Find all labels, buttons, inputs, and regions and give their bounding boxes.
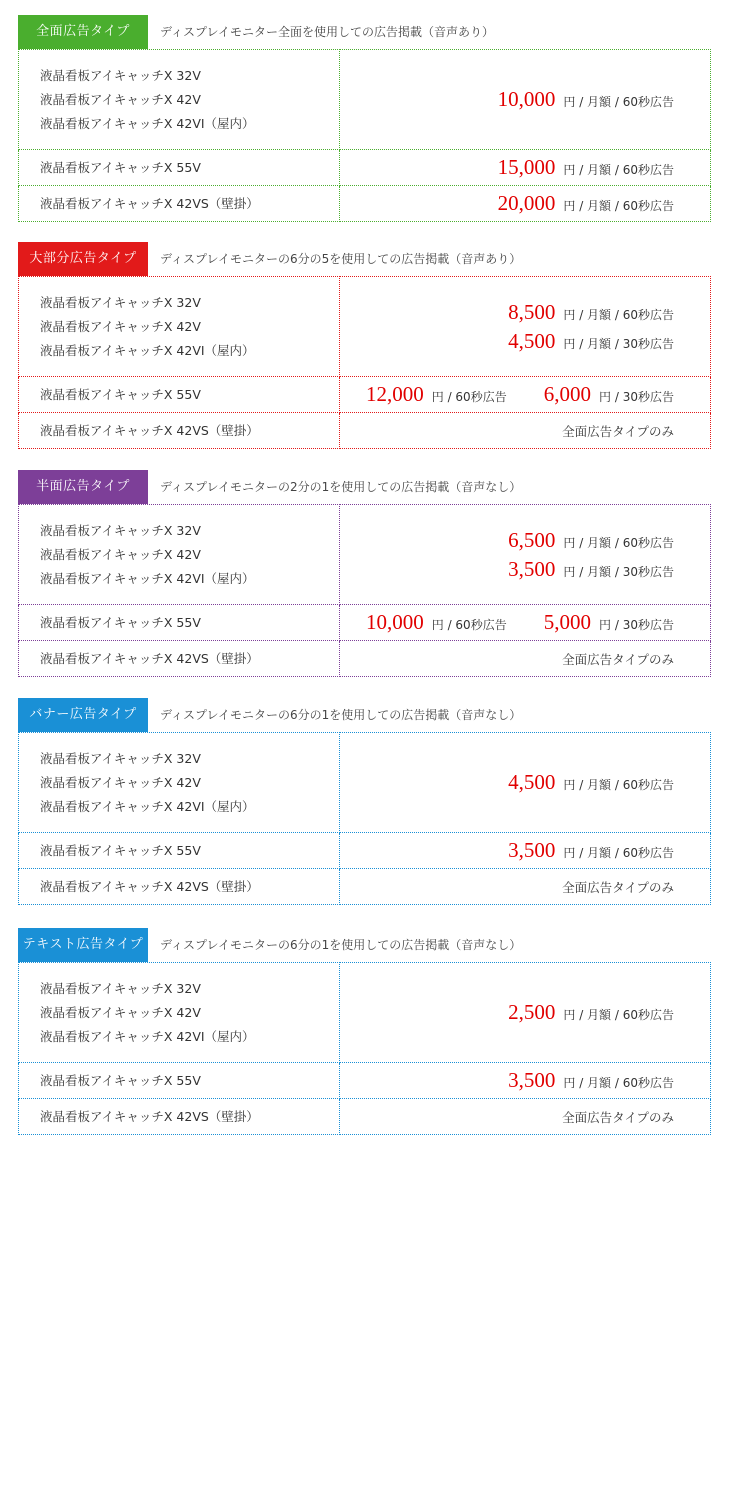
section-tag: テキスト広告タイプ [18,928,148,962]
price-value: 4,500 [508,328,556,353]
model-name: 液晶看板アイキャッチX 55V [40,386,201,402]
price-split [340,377,710,412]
price-line [340,153,710,182]
model-cell [19,1063,340,1099]
price-unit: 円 / 月額 / 60秒広告 [563,163,674,177]
model-cell [19,733,340,833]
price-unit: 円 / 月額 / 60秒広告 [563,1076,674,1090]
price-line [340,85,710,114]
price-split [340,605,710,640]
model-cell [19,277,340,377]
model-name: 液晶看板アイキャッチX 55V [40,159,201,175]
model-cell [19,1099,340,1135]
price-table [18,504,711,677]
price-unit: 円 / 30秒広告 [599,618,674,632]
price-line [340,555,710,584]
price-value: 8,500 [508,299,556,324]
price-pair [366,605,507,640]
price-unit: 円 / 30秒広告 [599,390,674,404]
model-name: 液晶看板アイキャッチX 42VI（屋内） [40,570,255,586]
full-type-only-note: 全面広告タイプのみ [562,1109,674,1125]
model-name: 液晶看板アイキャッチX 32V [40,750,201,766]
price-value: 4,500 [508,770,556,794]
model-name: 液晶看板アイキャッチX 42VS（壁掛） [40,650,259,666]
price-cell [340,377,711,413]
model-name: 液晶看板アイキャッチX 55V [40,842,201,858]
model-name: 液晶看板アイキャッチX 42VS（壁掛） [40,422,259,438]
table-row [19,277,711,377]
price-pair [544,377,674,412]
price-table [18,276,711,449]
full-type-only-note: 全面広告タイプのみ [562,651,674,667]
model-name: 液晶看板アイキャッチX 32V [40,294,201,310]
price-unit: 円 / 60秒広告 [431,390,507,404]
model-name: 液晶看板アイキャッチX 42V [40,546,201,562]
model-name: 液晶看板アイキャッチX 42V [40,1004,201,1020]
price-pair [544,605,674,640]
section-header [18,242,708,276]
price-line [340,1066,710,1095]
table-row [19,150,711,186]
price-cell [340,50,711,150]
price-unit: 円 / 月額 / 60秒広告 [563,535,674,550]
price-line [340,327,710,356]
table-row [19,413,711,449]
price-cell [340,277,711,377]
model-cell [19,641,340,677]
price-cell [340,641,711,677]
price-unit: 円 / 60秒広告 [431,618,507,632]
price-table [18,732,711,905]
table-row [19,1063,711,1099]
price-line [340,189,710,218]
table-row [19,186,711,222]
price-cell [340,833,711,869]
price-cell [340,150,711,186]
price-value: 3,500 [508,838,556,862]
section-description: ディスプレイモニターの6分の5を使用しての広告掲載（音声あり） [160,252,522,266]
model-name: 液晶看板アイキャッチX 42VI（屋内） [40,342,255,358]
table-row [19,505,711,605]
model-cell [19,377,340,413]
section-tag: 半面広告タイプ [18,470,148,504]
full-type-only-note: 全面広告タイプのみ [562,879,674,895]
table-row [19,963,711,1063]
price-unit: 円 / 月額 / 30秒広告 [563,564,674,579]
section-half-ad [18,470,708,677]
price-value: 3,500 [508,556,556,581]
table-row [19,641,711,677]
model-name: 液晶看板アイキャッチX 32V [40,522,201,538]
price-unit: 円 / 月額 / 60秒広告 [563,199,674,213]
section-description: ディスプレイモニターの6分の1を使用しての広告掲載（音声なし） [160,938,522,952]
model-cell [19,50,340,150]
price-value: 15,000 [497,155,556,179]
price-value: 2,500 [508,1000,556,1024]
model-name: 液晶看板アイキャッチX 32V [40,980,201,996]
price-cell [340,186,711,222]
table-row [19,1099,711,1135]
section-header [18,15,708,49]
section-header [18,470,708,504]
model-name: 液晶看板アイキャッチX 42VS（壁掛） [40,878,259,894]
price-value: 6,000 [543,382,592,406]
model-cell [19,505,340,605]
table-row [19,733,711,833]
model-name: 液晶看板アイキャッチX 42V [40,91,201,107]
section-most-ad [18,242,708,449]
model-name: 液晶看板アイキャッチX 42VI（屋内） [40,115,255,131]
price-unit: 円 / 月額 / 60秒広告 [563,307,674,322]
model-cell [19,869,340,905]
price-unit: 円 / 月額 / 60秒広告 [563,1008,674,1022]
model-name: 液晶看板アイキャッチX 42VS（壁掛） [40,195,259,211]
model-cell [19,833,340,869]
price-cell [340,869,711,905]
price-line [340,836,710,865]
price-line [340,298,710,327]
section-text-ad [18,928,708,1135]
price-cell [340,605,711,641]
section-description: ディスプレイモニターの6分の1を使用しての広告掲載（音声なし） [160,708,522,722]
price-cell [340,963,711,1063]
price-unit: 円 / 月額 / 60秒広告 [563,95,674,109]
table-row [19,50,711,150]
price-value: 10,000 [497,87,556,111]
price-line [340,526,710,555]
price-value: 5,000 [543,610,592,634]
section-header [18,928,708,962]
section-full-ad [18,15,708,222]
price-cell [340,1063,711,1099]
model-name: 液晶看板アイキャッチX 42V [40,774,201,790]
model-name: 液晶看板アイキャッチX 42VS（壁掛） [40,1108,259,1124]
price-line [340,768,710,797]
model-name: 液晶看板アイキャッチX 32V [40,67,201,83]
price-value: 3,500 [508,1068,556,1092]
section-tag: バナー広告タイプ [18,698,148,732]
price-value: 10,000 [366,610,424,634]
model-name: 液晶看板アイキャッチX 55V [40,1072,201,1088]
price-value: 12,000 [366,382,424,406]
model-name: 液晶看板アイキャッチX 42VI（屋内） [40,1028,255,1044]
price-table [18,962,711,1135]
section-description: ディスプレイモニターの2分の1を使用しての広告掲載（音声なし） [160,480,522,494]
price-unit: 円 / 月額 / 60秒広告 [563,846,674,860]
price-cell [340,505,711,605]
price-cell [340,413,711,449]
table-row [19,605,711,641]
model-cell [19,605,340,641]
price-line [340,998,710,1027]
model-cell [19,186,340,222]
section-tag: 全面広告タイプ [18,15,148,49]
section-header [18,698,708,732]
section-banner-ad [18,698,708,905]
section-description: ディスプレイモニター全面を使用しての広告掲載（音声あり） [160,25,494,39]
price-value: 20,000 [497,191,556,215]
table-row [19,833,711,869]
price-pair [366,377,507,412]
table-row [19,377,711,413]
price-cell [340,733,711,833]
price-value: 6,500 [508,527,556,552]
price-table [18,49,711,222]
model-name: 液晶看板アイキャッチX 55V [40,614,201,630]
price-unit: 円 / 月額 / 30秒広告 [563,336,674,351]
model-cell [19,150,340,186]
table-row [19,869,711,905]
section-tag: 大部分広告タイプ [18,242,148,276]
price-cell [340,1099,711,1135]
model-name: 液晶看板アイキャッチX 42V [40,318,201,334]
model-cell [19,963,340,1063]
model-name: 液晶看板アイキャッチX 42VI（屋内） [40,798,255,814]
price-unit: 円 / 月額 / 60秒広告 [563,778,674,792]
full-type-only-note: 全面広告タイプのみ [562,423,674,439]
model-cell [19,413,340,449]
